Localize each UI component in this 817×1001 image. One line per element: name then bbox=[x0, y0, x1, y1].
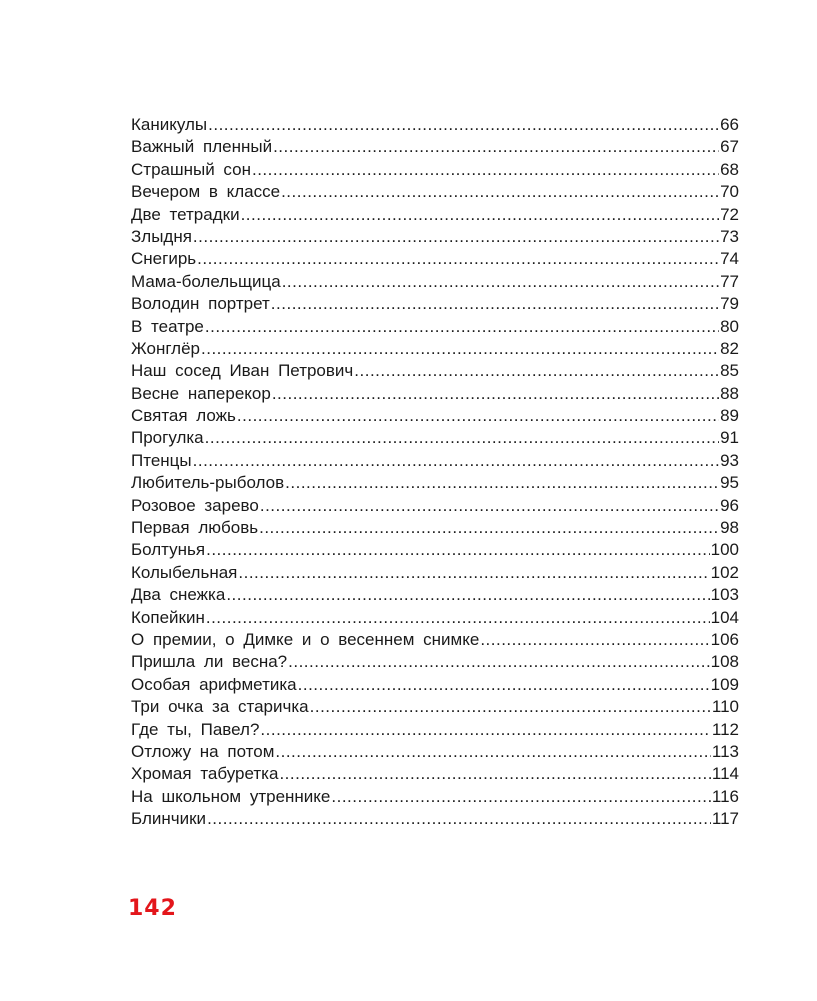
toc-entry[interactable] bbox=[131, 472, 739, 494]
toc-entry[interactable] bbox=[131, 204, 739, 226]
toc-entry-page: 80 bbox=[720, 316, 739, 336]
dot-leader bbox=[197, 248, 719, 270]
toc-entry[interactable] bbox=[131, 741, 739, 763]
toc-entry[interactable] bbox=[131, 181, 739, 203]
toc-entry-title: Володин портрет bbox=[131, 294, 270, 314]
toc-entry-title: Особая арифметика bbox=[131, 674, 297, 694]
dot-leader bbox=[271, 293, 719, 315]
dot-leader bbox=[206, 539, 710, 561]
toc-entry[interactable] bbox=[131, 763, 739, 785]
toc-entry-title: Злыдня bbox=[131, 226, 192, 246]
toc-entry[interactable] bbox=[131, 427, 739, 449]
toc-entry[interactable] bbox=[131, 607, 739, 629]
toc-entry-page: 109 bbox=[710, 674, 739, 694]
toc-entry-title: Весне наперекор bbox=[131, 383, 271, 403]
toc-entry[interactable] bbox=[131, 450, 739, 472]
toc-entry-page: 116 bbox=[711, 786, 739, 806]
toc-entry-page: 93 bbox=[720, 450, 739, 470]
dot-leader bbox=[241, 204, 720, 226]
dot-leader bbox=[288, 651, 709, 673]
toc-entry[interactable] bbox=[131, 271, 739, 293]
toc-entry-title: Снегирь bbox=[131, 249, 197, 269]
toc-entry-title: Розовое зарево bbox=[131, 495, 259, 515]
dot-leader bbox=[252, 159, 719, 181]
toc-entry-page: 96 bbox=[720, 495, 739, 515]
toc-entry[interactable] bbox=[131, 808, 739, 830]
toc-entry-title: Болтунья bbox=[131, 540, 206, 560]
dot-leader bbox=[273, 136, 719, 158]
table-of-contents bbox=[131, 114, 739, 831]
toc-entry-page: 106 bbox=[710, 629, 739, 649]
toc-entry[interactable] bbox=[131, 136, 739, 158]
toc-entry[interactable] bbox=[131, 338, 739, 360]
toc-entry[interactable] bbox=[131, 517, 739, 539]
toc-entry-page: 79 bbox=[720, 294, 739, 314]
toc-entry[interactable] bbox=[131, 248, 739, 270]
dot-leader bbox=[205, 427, 719, 449]
toc-entry[interactable] bbox=[131, 786, 739, 808]
toc-entry[interactable] bbox=[131, 405, 739, 427]
toc-entry-title: Птенцы bbox=[131, 450, 192, 470]
toc-entry-title: Страшный сон bbox=[131, 159, 251, 179]
dot-leader bbox=[238, 562, 709, 584]
dot-leader bbox=[260, 495, 719, 517]
dot-leader bbox=[279, 763, 710, 785]
toc-entry-page: 66 bbox=[720, 115, 739, 134]
dot-leader bbox=[260, 719, 710, 741]
dot-leader bbox=[237, 405, 719, 427]
toc-entry-page: 103 bbox=[710, 585, 739, 605]
toc-entry-page: 117 bbox=[711, 809, 739, 829]
toc-entry-title: На школьном утреннике bbox=[131, 786, 331, 806]
toc-entry[interactable] bbox=[131, 360, 739, 382]
toc-entry-page: 74 bbox=[720, 249, 739, 269]
toc-entry-title: Прогулка bbox=[131, 428, 204, 448]
dot-leader bbox=[207, 808, 711, 830]
toc-entry[interactable] bbox=[131, 316, 739, 338]
toc-entry-page: 85 bbox=[720, 361, 739, 381]
dot-leader bbox=[354, 360, 719, 382]
toc-entry[interactable] bbox=[131, 584, 739, 606]
toc-entry-title: Наш сосед Иван Петрович bbox=[131, 361, 354, 381]
toc-entry[interactable] bbox=[131, 696, 739, 718]
toc-entry-title: Хромая табуретка bbox=[131, 764, 279, 784]
dot-leader bbox=[226, 584, 709, 606]
toc-entry-page: 104 bbox=[710, 607, 739, 627]
toc-entry[interactable] bbox=[131, 226, 739, 248]
toc-entry-title: О премии, о Димке и о весеннем снимке bbox=[131, 629, 480, 649]
toc-entry-page: 112 bbox=[711, 719, 739, 739]
dot-leader bbox=[272, 383, 719, 405]
toc-entry-title: Каникулы bbox=[131, 115, 208, 134]
dot-leader bbox=[310, 696, 711, 718]
toc-entry-page: 108 bbox=[710, 652, 739, 672]
toc-entry-title: Три очка за старичка bbox=[131, 697, 309, 717]
toc-entry-title: Святая ложь bbox=[131, 406, 236, 426]
toc-entry-page: 114 bbox=[711, 764, 739, 784]
toc-entry-page: 102 bbox=[710, 562, 739, 582]
toc-entry-page: 70 bbox=[720, 182, 739, 202]
dot-leader bbox=[206, 607, 710, 629]
toc-entry-page: 100 bbox=[710, 540, 739, 560]
toc-entry-title: Любитель-рыболов bbox=[131, 473, 285, 493]
toc-entry[interactable] bbox=[131, 114, 739, 136]
dot-leader bbox=[480, 629, 709, 651]
page-number: 142 bbox=[128, 896, 177, 921]
dot-leader bbox=[205, 316, 719, 338]
dot-leader bbox=[208, 114, 719, 136]
toc-entry-page: 95 bbox=[720, 473, 739, 493]
toc-entry[interactable] bbox=[131, 293, 739, 315]
toc-entry[interactable] bbox=[131, 674, 739, 696]
toc-entry[interactable] bbox=[131, 383, 739, 405]
dot-leader bbox=[275, 741, 711, 763]
dot-leader bbox=[282, 271, 719, 293]
toc-entry-page: 110 bbox=[711, 697, 739, 717]
toc-entry-page: 82 bbox=[720, 338, 739, 358]
toc-entry-page: 113 bbox=[711, 741, 739, 761]
toc-entry-title: Колыбельная bbox=[131, 562, 238, 582]
dot-leader bbox=[281, 181, 719, 203]
toc-entry-title: Копейкин bbox=[131, 607, 205, 627]
toc-entry-title: Два снежка bbox=[131, 585, 226, 605]
dot-leader bbox=[259, 517, 719, 539]
toc-entry-page: 68 bbox=[720, 159, 739, 179]
dot-leader bbox=[201, 338, 719, 360]
toc-entry-page: 88 bbox=[720, 383, 739, 403]
toc-entry[interactable] bbox=[131, 719, 739, 741]
toc-entry[interactable] bbox=[131, 629, 739, 651]
dot-leader bbox=[298, 674, 710, 696]
toc-entry-page: 77 bbox=[720, 271, 739, 291]
toc-entry[interactable] bbox=[131, 159, 739, 181]
dot-leader bbox=[193, 226, 719, 248]
toc-entry-title: Мама-болельщица bbox=[131, 271, 281, 291]
toc-entry-title: В театре bbox=[131, 316, 204, 336]
toc-entry[interactable] bbox=[131, 495, 739, 517]
toc-entry[interactable] bbox=[131, 562, 739, 584]
toc-entry-page: 73 bbox=[720, 226, 739, 246]
toc-entry-title: Важный пленный bbox=[131, 137, 273, 157]
dot-leader bbox=[331, 786, 711, 808]
dot-leader bbox=[193, 450, 719, 472]
toc-entry-page: 89 bbox=[720, 406, 739, 426]
toc-entry-title: Где ты, Павел? bbox=[131, 719, 260, 739]
toc-entry-title: Отложу на потом bbox=[131, 741, 275, 761]
toc-entry-title: Жонглёр bbox=[131, 338, 201, 358]
toc-entry-title: Блинчики bbox=[131, 809, 207, 829]
toc-entry-page: 91 bbox=[720, 428, 739, 448]
toc-entry-title: Две тетрадки bbox=[131, 204, 240, 224]
toc-entry-title: Пришла ли весна? bbox=[131, 652, 288, 672]
toc-entry[interactable] bbox=[131, 539, 739, 561]
toc-entry-page: 72 bbox=[720, 204, 739, 224]
toc-entry[interactable] bbox=[131, 651, 739, 673]
toc-entry-page: 98 bbox=[720, 518, 739, 538]
toc-entry-title: Первая любовь bbox=[131, 518, 259, 538]
toc-entry-page: 67 bbox=[720, 137, 739, 157]
toc-entry-title: Вечером в классе bbox=[131, 182, 281, 202]
dot-leader bbox=[285, 472, 719, 494]
